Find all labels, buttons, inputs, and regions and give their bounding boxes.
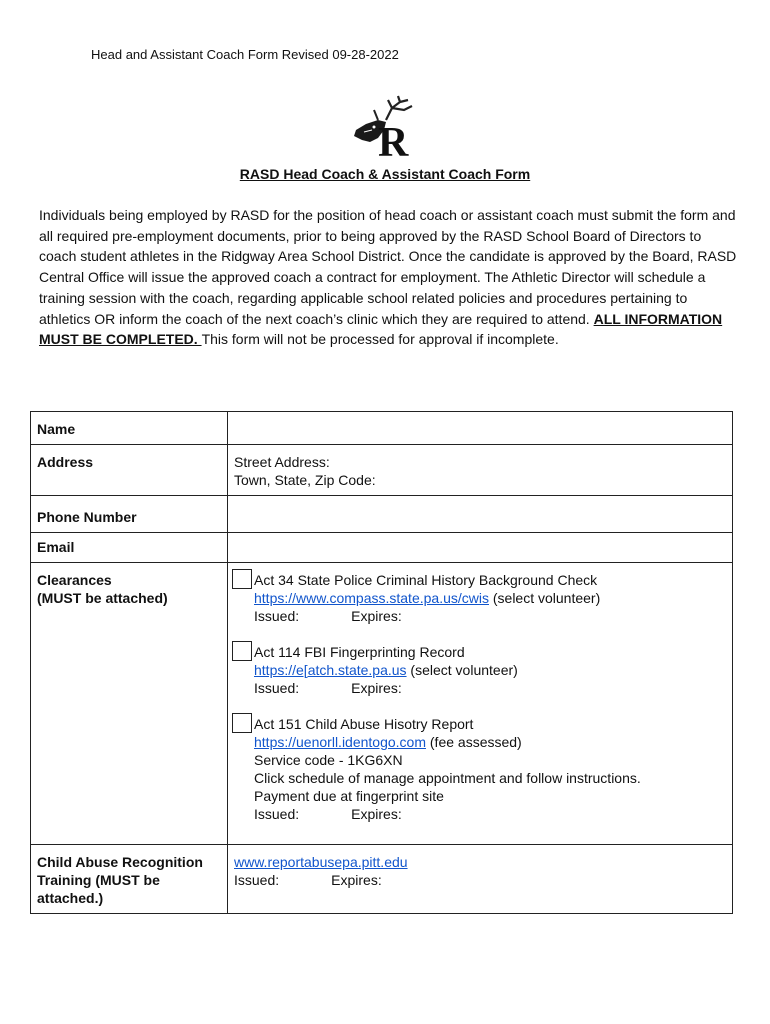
clearances-sublabel: (MUST be attached) [37, 590, 168, 606]
name-label: Name [31, 412, 228, 445]
clearances-label: Clearances [37, 572, 112, 588]
table-row [31, 845, 733, 914]
act34-checkbox[interactable] [232, 569, 252, 589]
intro-tail: This form will not be processed for approval if incomplete. [201, 331, 559, 348]
act151-link[interactable]: https://uenorll.identogo.com [254, 734, 426, 750]
elk-r-logo [348, 94, 420, 162]
act151-checkbox[interactable] [232, 713, 252, 733]
act151-service-code: Service code - 1KG6XN [254, 752, 403, 768]
table-row [31, 496, 733, 533]
address-field[interactable] [228, 445, 733, 496]
act151-issued: Issued: [254, 806, 300, 822]
act114-issued: Issued: [254, 680, 300, 696]
act114-checkbox[interactable] [232, 641, 252, 661]
act151-title: Act 151 Child Abuse Hisotry Report [254, 716, 474, 732]
form-title: RASD Head Coach & Assistant Coach Form [239, 166, 531, 182]
email-label: Email [31, 533, 228, 563]
act114-link-note: (select volunteer) [406, 662, 518, 678]
town-state-zip-label: Town, State, Zip Code: [234, 472, 376, 488]
act34-item [234, 571, 726, 625]
act151-instructions: Click schedule of manage appointment and follow instructions. [254, 770, 641, 786]
revision-header: Head and Assistant Coach Form Revised 09-28-2022 [91, 47, 399, 62]
act34-link-note: (select volunteer) [488, 590, 601, 606]
act114-link[interactable]: https://e[atch.state.pa.us [254, 662, 407, 678]
act34-issued: Issued: [254, 608, 300, 624]
svg-text:R: R [378, 120, 409, 162]
report-abuse-link[interactable]: www.reportabusepa.pitt.edu [234, 854, 408, 870]
intro-emphasis: ALL INFORMATION MUST BE COMPLETED. [39, 310, 723, 348]
table-row [31, 533, 733, 563]
clearances-field [228, 563, 733, 845]
address-label: Address [31, 445, 228, 496]
child-issued: Issued: [234, 872, 280, 888]
table-row [31, 563, 733, 845]
child-abuse-training-field [228, 845, 733, 914]
phone-field[interactable] [228, 496, 733, 533]
table-row [31, 445, 733, 496]
act114-title: Act 114 FBI Fingerprinting Record [254, 644, 465, 660]
act34-title: Act 34 State Police Criminal History Background Check [254, 572, 598, 588]
act114-expires: Expires: [351, 680, 402, 696]
child-expires: Expires: [331, 872, 382, 888]
intro-text: Individuals being employed by RASD for the position of head coach or assistant coach must submit the form and all required pre-employment documents, prior to being approved by the RASD School Board of Directors to coach student athletes in the Ridgway Area School District. Once the candidate is approved by the Board, RASD Central Office will issue the approved coach a contract for employment. The Athletic Director will schedule a training session with the coach, regarding applicable school related policies and procedures pertaining to athletics OR inform the coach of the next coach’s clinic which they are required to attend. [39, 207, 737, 327]
intro-paragraph [39, 205, 739, 350]
act151-expires: Expires: [351, 806, 402, 822]
table-row [31, 412, 733, 445]
act34-link[interactable]: https://www.compass.state.pa.us/cwis [254, 590, 489, 606]
child-abuse-training-label: Child Abuse Recognition Training (MUST be attached.) [31, 845, 228, 914]
name-field[interactable] [228, 412, 733, 445]
street-address-label: Street Address: [234, 454, 330, 470]
act114-item [234, 643, 726, 697]
act151-item [234, 715, 726, 823]
act34-expires: Expires: [351, 608, 402, 624]
act151-link-note: (fee assessed) [426, 734, 522, 750]
act151-payment: Payment due at fingerprint site [254, 788, 444, 804]
coach-form-table [30, 411, 733, 914]
email-field[interactable] [228, 533, 733, 563]
phone-label: Phone Number [31, 496, 228, 533]
clearances-label-cell [31, 563, 228, 845]
